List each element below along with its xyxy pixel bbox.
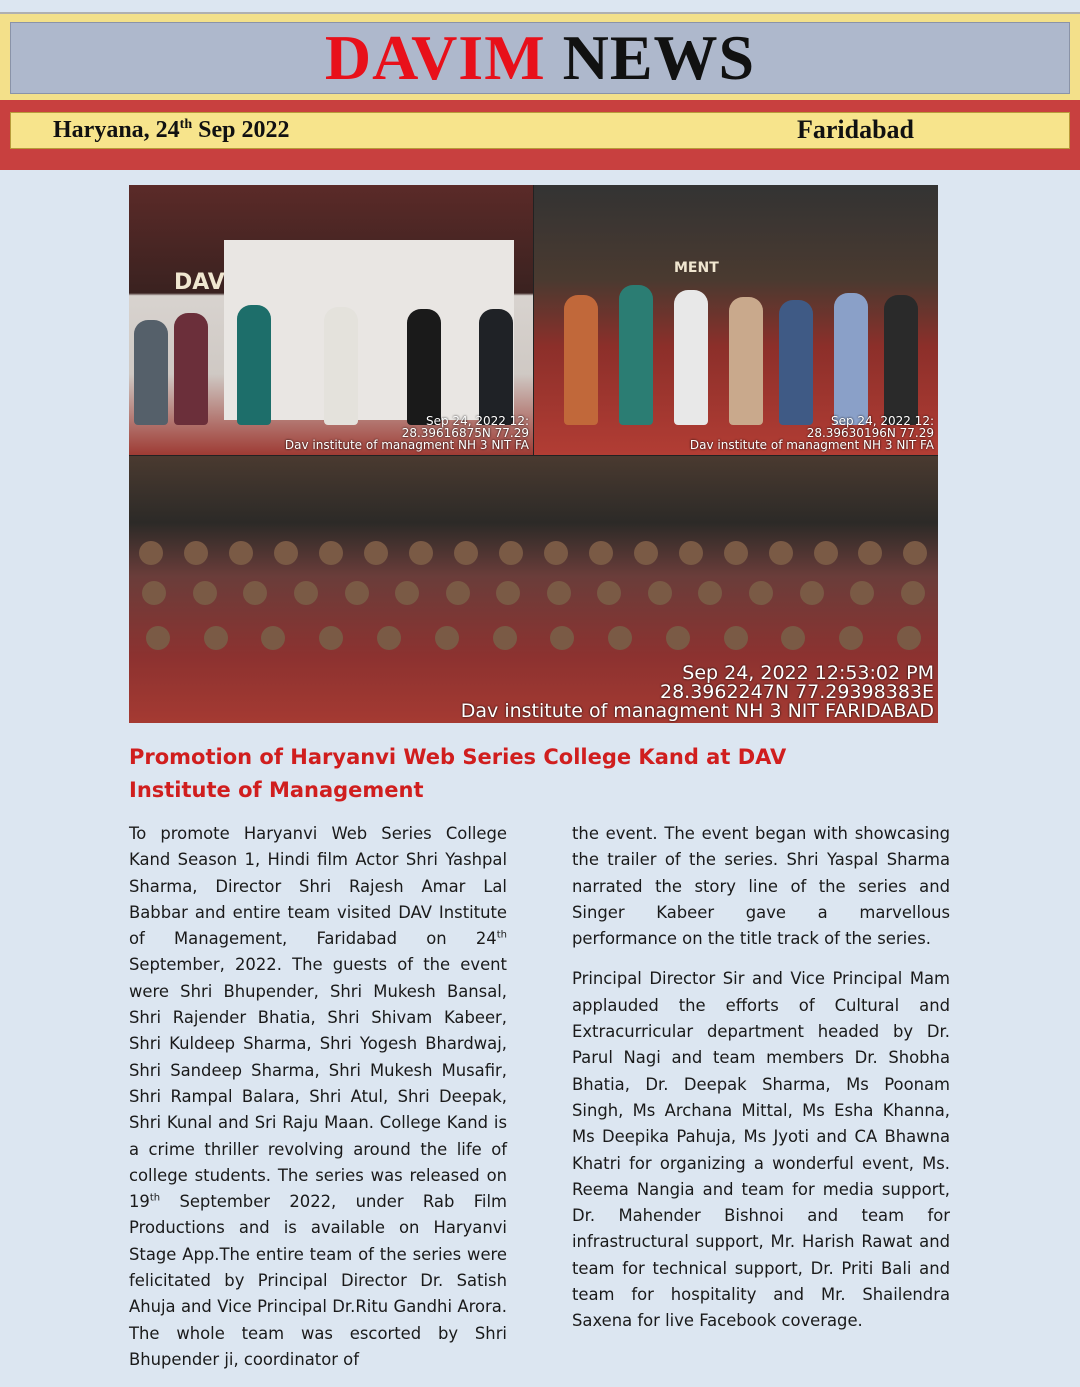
person-figure	[729, 297, 763, 425]
person-head	[850, 581, 874, 605]
person-head	[243, 581, 267, 605]
person-head	[193, 581, 217, 605]
person-figure	[479, 309, 513, 425]
issue-city: Faridabad	[796, 115, 914, 144]
person-head	[261, 626, 285, 650]
person-figure	[884, 295, 918, 425]
person-head	[769, 541, 793, 565]
person-head	[724, 626, 748, 650]
paragraph-text: September, 2022. The guests of the event were Shri Bhupender, Shri Mukesh Bansal, Shri Rajender Bhatia, Shri Shivam Kabeer, Shri Kuldeep Sharma, Shri Yogesh Bhardwaj, Shri Sandeep Sharma, Shri Mukesh Musafir, Shri Rampal Balara, Shri Atul, Shri Deepak, Shri Kunal and Sri Raju Maan. College Kand is a crime thriller revolving around the life of college students. The series was released on 19	[129, 955, 507, 1212]
person-head	[435, 626, 459, 650]
crowd-row-front	[129, 626, 938, 650]
person-head	[294, 581, 318, 605]
person-figure	[834, 293, 868, 425]
person-head	[146, 626, 170, 650]
person-head	[184, 541, 208, 565]
timestamp-date: Sep 24, 2022 12:	[426, 414, 529, 428]
article-paragraph: Principal Director Sir and Vice Principal Mam applauded the efforts of Cultural and Extracurricular department headed by Dr. Parul Nagi and team members Dr. Shobha Bhatia, Dr. Deepak Sharma, Ms Poonam Singh, Ms Archana Mittal, Ms Esha Khanna, Ms Deepika Pahuja, Ms Jyoti and CA Bhawna Khatri for organizing a wonderful event, Ms. Reema Nangia and team for media support, Dr. Mahender Bishnoi and team for infrastructural support, Mr. Harish Rawat and team for technical support, Dr. Priti Bali and team for hospitality and Mr. Shailendra Saxena for live Facebook coverage.	[572, 969, 950, 1331]
photo-felicitation	[534, 185, 938, 455]
person-head	[839, 626, 863, 650]
crowd-row-middle	[129, 581, 938, 605]
title-news: NEWS	[562, 22, 756, 93]
person-head	[446, 581, 470, 605]
person-head	[781, 626, 805, 650]
management-backdrop-label: MENT	[674, 260, 719, 276]
person-head	[814, 541, 838, 565]
person-figure	[407, 309, 441, 425]
person-head	[345, 581, 369, 605]
person-head	[493, 626, 517, 650]
person-head	[648, 581, 672, 605]
person-head	[544, 541, 568, 565]
person-head	[395, 581, 419, 605]
timestamp-coords: 28.39616875N 77.29	[401, 426, 529, 440]
newsletter-title	[11, 23, 1069, 93]
date-month-year: Sep 2022	[192, 117, 290, 143]
person-head	[800, 581, 824, 605]
person-head	[901, 581, 925, 605]
photo-group	[129, 456, 938, 723]
paragraph-text: To promote Haryanvi Web Series College Kand Season 1, Hindi film Actor Shri Yashpal Sharma, Director Shri Rajesh Amar Lal Babbar and entire team visited DAV Institute of Management, Faridabad on 24	[129, 824, 507, 949]
person-head	[377, 626, 401, 650]
timestamp-location: Dav institute of managment NH 3 NIT FA	[689, 438, 934, 452]
timestamp-location: Dav institute of managment NH 3 NIT FA	[284, 438, 529, 452]
photo-timestamp	[285, 415, 529, 451]
photo-stage-guests	[129, 185, 533, 455]
person-head	[858, 541, 882, 565]
masthead-banner	[10, 22, 1070, 94]
timestamp-location: Dav institute of managment NH 3 NIT FARIDABAD	[460, 700, 934, 722]
person-head	[496, 581, 520, 605]
person-figure	[174, 313, 208, 425]
timestamp-coords: 28.3962247N 77.29398383E	[659, 681, 934, 703]
person-head	[274, 541, 298, 565]
person-figure	[564, 295, 598, 425]
person-head	[634, 541, 658, 565]
person-head	[499, 541, 523, 565]
photo-timestamp	[461, 664, 934, 721]
article-column-right	[572, 821, 950, 1349]
timestamp-date: Sep 24, 2022 12:53:02 PM	[682, 662, 934, 684]
person-figure	[134, 320, 168, 425]
article-headline: Promotion of Haryanvi Web Series College Kand at DAV Institute of Management	[129, 745, 787, 802]
person-figure	[674, 290, 708, 425]
ordinal-suffix: th	[149, 1192, 161, 1204]
person-head	[547, 581, 571, 605]
ordinal-suffix: th	[496, 929, 507, 941]
person-head	[229, 541, 253, 565]
person-head	[454, 541, 478, 565]
person-figure	[779, 300, 813, 425]
dav-backdrop-label: DAV	[174, 270, 225, 295]
crowd-row-back	[129, 541, 938, 565]
person-figure	[619, 285, 653, 425]
dateline-strip	[10, 112, 1070, 149]
timestamp-coords: 28.39630196N 77.29	[806, 426, 934, 440]
person-head	[319, 541, 343, 565]
date-ordinal: th	[179, 117, 193, 132]
person-head	[409, 541, 433, 565]
person-figure	[324, 307, 358, 425]
article-column-left	[129, 821, 507, 1387]
title-davim: DAVIM	[324, 22, 546, 93]
felicitation-figures	[534, 275, 938, 428]
person-head	[364, 541, 388, 565]
person-head	[903, 541, 927, 565]
issue-date	[53, 117, 289, 144]
dateline-bar	[0, 100, 1080, 170]
article-paragraph	[129, 821, 507, 1373]
timestamp-date: Sep 24, 2022 12:	[831, 414, 934, 428]
photo-collage	[129, 185, 938, 723]
person-head	[142, 581, 166, 605]
paragraph-text: September 2022, under Rab Film Productions and is available on Haryanvi Stage App.The entire team of the series were felicitated by Principal Director Dr. Satish Ahuja and Vice Principal Dr.Ritu Gandhi Arora. The whole team was escorted by Shri Bhupender ji, coordinator of	[129, 1192, 507, 1369]
date-location: Haryana, 24	[53, 117, 180, 143]
photo-timestamp	[690, 415, 934, 451]
article-paragraph: the event. The event began with showcasing the trailer of the series. Shri Yaspal Sharma narrated the story line of the series and Singer Kabeer gave a marvellous performance on the title track of the series.	[572, 824, 950, 949]
person-head	[204, 626, 228, 650]
person-head	[897, 626, 921, 650]
person-head	[666, 626, 690, 650]
person-head	[724, 541, 748, 565]
person-head	[139, 541, 163, 565]
person-head	[698, 581, 722, 605]
masthead	[0, 12, 1080, 102]
guest-figures	[129, 295, 533, 428]
person-head	[608, 626, 632, 650]
person-head	[550, 626, 574, 650]
person-head	[679, 541, 703, 565]
person-head	[589, 541, 613, 565]
person-head	[319, 626, 343, 650]
person-figure	[237, 305, 271, 425]
person-head	[597, 581, 621, 605]
person-head	[749, 581, 773, 605]
